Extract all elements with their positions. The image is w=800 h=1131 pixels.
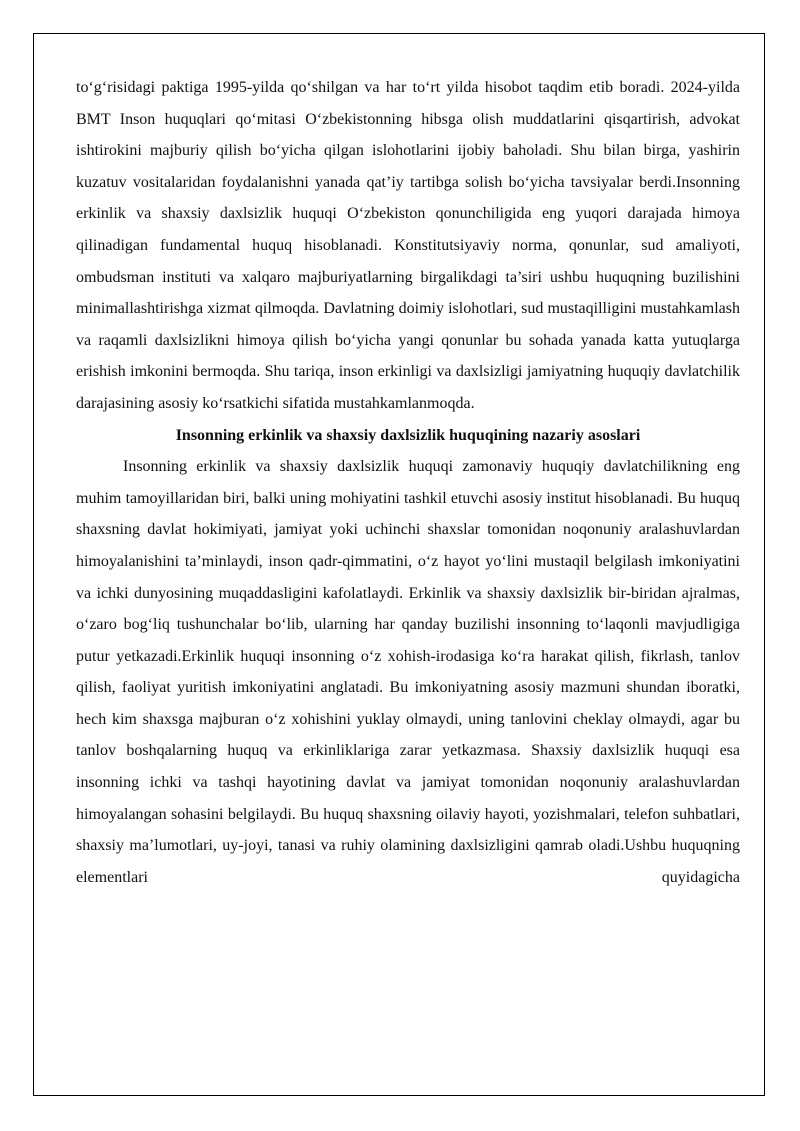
body-paragraph-continued: to‘g‘risidagi paktiga 1995-yilda qo‘shilgan va har to‘rt yilda hisobot taqdim etib boradi. 2024-yilda BMT Inson huquqlari qo‘mitasi O‘zbekistonning hibsga olish muddatlarini qisqartirish, advokat ishtirokini majburiy qilish bo‘yicha qilgan islohotlarini ijobiy baholadi. Shu bilan birga, yashirin kuzatuv vositalaridan foydalanishni yanada qat’iy tartibga solish bo‘yicha tavsiyalar berdi.Insonning erkinlik va shaxsiy daxlsizlik huquqi O‘zbekiston qonunchiligida eng yuqori darajada himoya qilinadigan fundamental huquq hisoblanadi. Konstitutsiyaviy norma, qonunlar, sud amaliyoti, ombudsman instituti va xalqaro majburiyatlarning birgalikdagi ta’siri ushbu huquqning buzilishini minimallashtirishga xizmat qilmoqda. Davlatning doimiy islohotlari, sud mustaqilligini mustahkamlash va raqamli daxlsizlikni himoya qilish bo‘yicha yangi qonunlar bu sohada yanada katta yutuqlarga erishish imkonini bermoqda. Shu tariqa, inson erkinligi va daxlsizligi jamiyatning huquqiy davlatchilik darajasining asosiy ko‘rsatkichi sifatida mustahkamlanmoqda. [76, 79, 740, 412]
document-body [76, 72, 740, 893]
body-paragraph: Insonning erkinlik va shaxsiy daxlsizlik huquqi zamonaviy huquqiy davlatchilikning eng muhim tamoyillaridan biri, balki uning mohiyatini tashkil etuvchi asosiy institut hisoblanadi. Bu huquq shaxsning davlat hokimiyati, jamiyat yoki uchinchi shaxslar tomonidan noqonuniy aralashuvlardan himoyalanishini ta’minlaydi, inson qadr-qimmatini, o‘z hayot yo‘lini mustaqil belgilash imkoniyatini va ichki dunyosining muqaddasligini kafolatlaydi. Erkinlik va shaxsiy daxlsizlik bir-biridan ajralmas, o‘zaro bog‘liq tushunchalar bo‘lib, ularning har qanday buzilishi insonning to‘laqonli mavjudligiga putur yetkazadi.Erkinlik huquqi insonning o‘z xohish-irodasiga ko‘ra harakat qilish, fikrlash, tanlov qilish, faoliyat yuritish imkoniyatini anglatadi. Bu imkoniyatning asosiy mazmuni shundan iboratki, hech kim shaxsga majburan o‘z xohishini yuklay olmaydi, uning tanlovini cheklay olmaydi, agar bu tanlov boshqalarning huquq va erkinliklariga zarar yetkazmasa. Shaxsiy daxlsizlik huquqi esa insonning ichki va tashqi hayotining davlat va jamiyat tomonidan noqonuniy aralashuvlardan himoyalangan sohasini belgilaydi. Bu huquq shaxsning oilaviy hayoti, yozishmalari, telefon suhbatlari, shaxsiy ma’lumotlari, uy-joyi, tanasi va ruhiy olamining daxlsizligini qamrab oladi.Ushbu huquqning elementlari quyidagicha [76, 458, 740, 886]
section-heading: Insonning erkinlik va shaxsiy daxlsizlik huquqining nazariy asoslari [175, 426, 641, 444]
